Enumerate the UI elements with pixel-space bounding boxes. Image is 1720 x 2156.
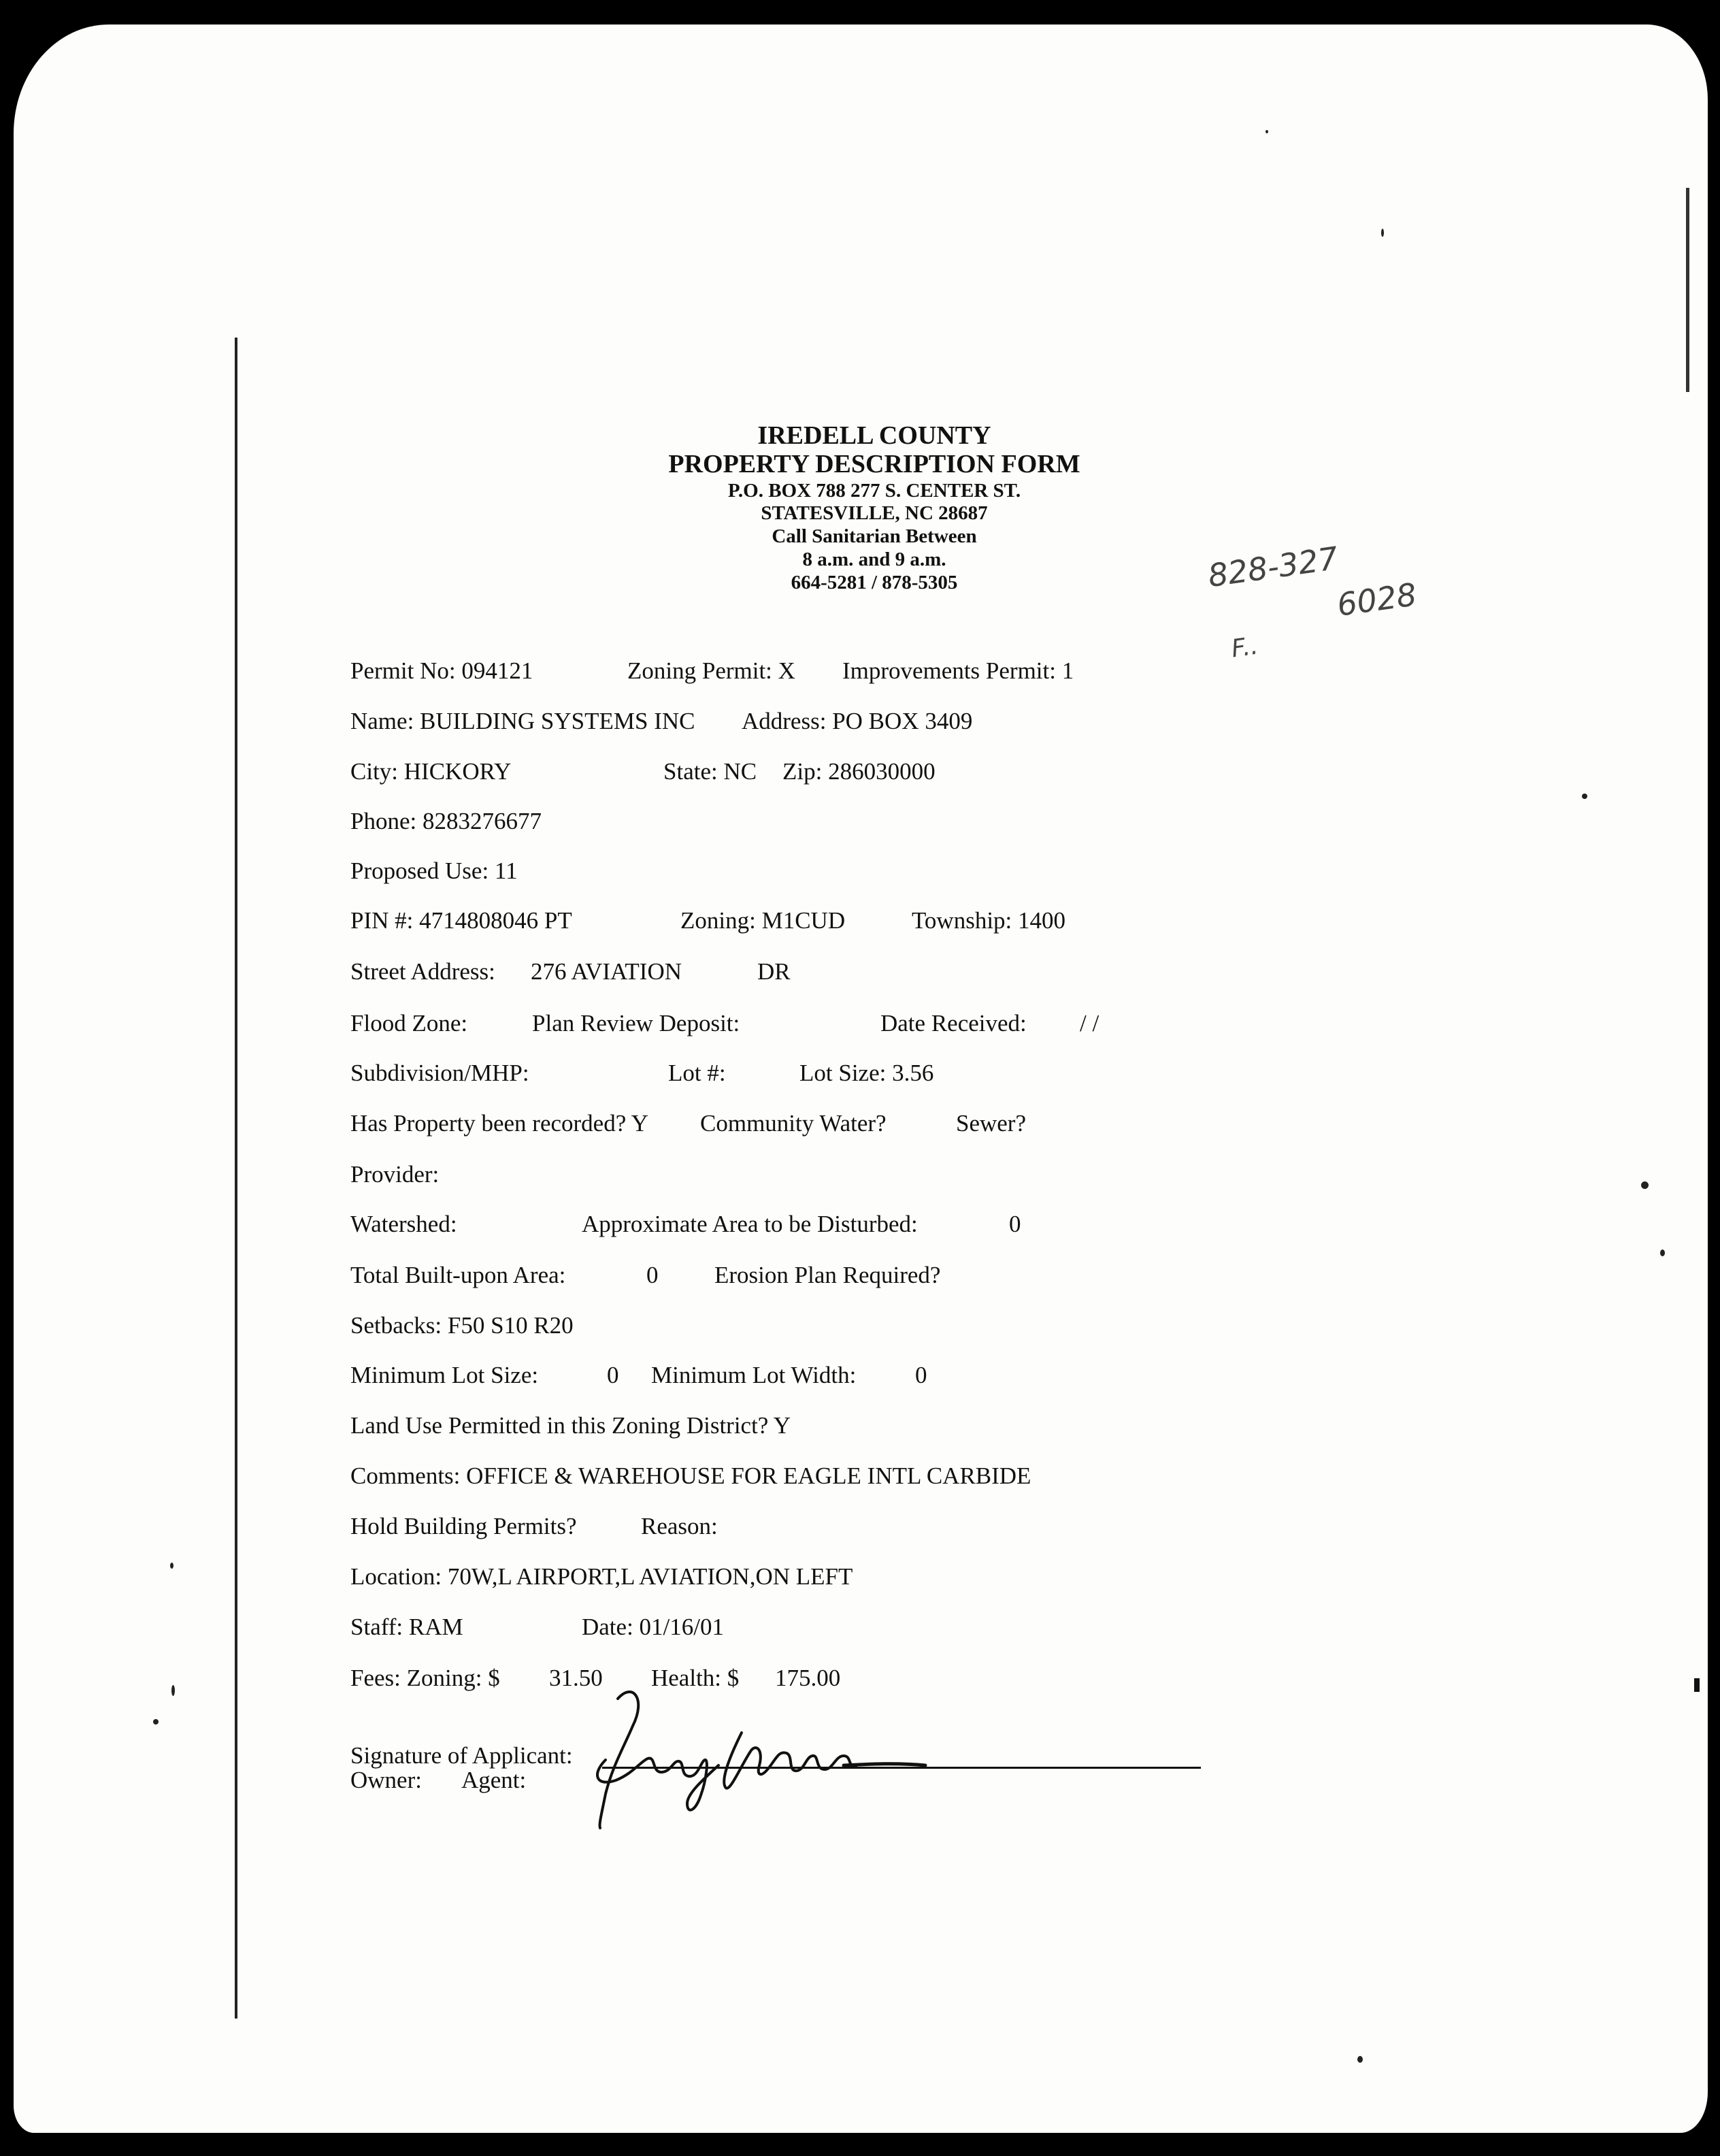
property-recorded: Has Property been recorded? Y [350,1110,648,1137]
call-line-2: 8 a.m. and 9 a.m. [802,549,946,571]
scan-speck [1266,130,1268,133]
scan-speck [171,1685,175,1696]
min-lot-size-label: Minimum Lot Size: [350,1362,539,1388]
lot-size: Lot Size: 3.56 [799,1060,934,1086]
land-use-permitted: Land Use Permitted in this Zoning District? Y [350,1412,791,1439]
pin-number: PIN #: 4714808046 PT [350,907,572,934]
staff: Staff: RAM [350,1614,463,1640]
form-header [456,422,1293,594]
setbacks: Setbacks: F50 S10 R20 [350,1312,574,1339]
total-built-label: Total Built-upon Area: [350,1262,566,1288]
community-water: Community Water? [700,1110,887,1137]
min-lot-width-label: Minimum Lot Width: [651,1362,857,1388]
subdivision: Subdivision/MHP: [350,1060,529,1086]
scan-speck [153,1719,159,1725]
location: Location: 70W,L AIRPORT,L AVIATION,ON LEFT [350,1563,853,1590]
watershed: Watershed: [350,1211,457,1237]
sewer: Sewer? [956,1110,1027,1137]
scan-edge-mark [1694,1678,1700,1692]
proposed-use: Proposed Use: 11 [350,858,518,884]
fees-zoning-value: 31.50 [549,1665,603,1691]
scan-speck [1660,1250,1665,1256]
call-line-1: Call Sanitarian Between [772,525,977,548]
approx-area-label: Approximate Area to be Disturbed: [582,1211,918,1237]
street-address-value: 276 AVIATION [531,958,682,985]
date-received: Date Received: [880,1010,1027,1036]
state: State: NC [663,758,757,785]
phone-numbers: 664-5281 / 878-5305 [791,572,958,594]
zip: Zip: 286030000 [782,758,936,785]
street-address-label: Street Address: [350,958,495,985]
handwritten-signature [585,1685,939,1842]
handwritten-note-line-3: F.. [1229,632,1260,664]
fees-health-label: Health: $ [651,1665,740,1691]
zoning: Zoning: M1CUD [680,907,846,934]
street-suffix: DR [757,958,791,985]
min-lot-size-value: 0 [607,1362,619,1388]
date: Date: 01/16/01 [582,1614,724,1640]
reason: Reason: [641,1513,718,1539]
approx-area-value: 0 [1009,1211,1021,1237]
county-title: IREDELL COUNTY [757,421,991,450]
left-margin-rule [235,338,237,2019]
erosion-plan: Erosion Plan Required? [714,1262,941,1288]
phone: Phone: 8283276677 [350,808,542,834]
comments: Comments: OFFICE & WAREHOUSE FOR EAGLE INTL CARBIDE [350,1463,1031,1489]
form-title: PROPERTY DESCRIPTION FORM [668,449,1080,478]
handwritten-note-line-2: 6028 [1334,576,1419,623]
address-line-2: STATESVILLE, NC 28687 [761,502,988,525]
applicant-address: Address: PO BOX 3409 [742,708,973,734]
total-built-value: 0 [646,1262,659,1288]
scan-speck [1641,1181,1649,1189]
fees-zoning-label: Fees: Zoning: $ [350,1665,500,1691]
zoning-permit: Zoning Permit: X [627,657,795,684]
fees-health-value: 175.00 [775,1665,841,1691]
address-line-1: P.O. BOX 788 277 S. CENTER ST. [727,479,1021,502]
scan-speck [1381,229,1384,237]
lot-number: Lot #: [668,1060,726,1086]
scan-speck [1357,2056,1363,2063]
city: City: HICKORY [350,758,512,785]
scan-speck [1582,794,1587,799]
handwritten-note-line-1: 828-327 [1206,539,1341,595]
scan-speck [170,1563,173,1569]
owner-label: Owner: [350,1767,422,1793]
permit-no: Permit No: 094121 [350,657,533,684]
improvements-permit: Improvements Permit: 1 [842,657,1074,684]
township: Township: 1400 [912,907,1066,934]
signature-label: Signature of Applicant: [350,1742,573,1769]
plan-review-deposit: Plan Review Deposit: [532,1010,740,1036]
form-paper [14,24,1708,2133]
applicant-name: Name: BUILDING SYSTEMS INC [350,708,695,734]
scan-edge-mark [1686,188,1689,392]
flood-zone: Flood Zone: [350,1010,468,1036]
date-received-value: / / [1080,1010,1099,1036]
provider: Provider: [350,1161,440,1188]
agent-label: Agent: [461,1767,527,1793]
min-lot-width-value: 0 [915,1362,927,1388]
hold-building-permits: Hold Building Permits? [350,1513,577,1539]
